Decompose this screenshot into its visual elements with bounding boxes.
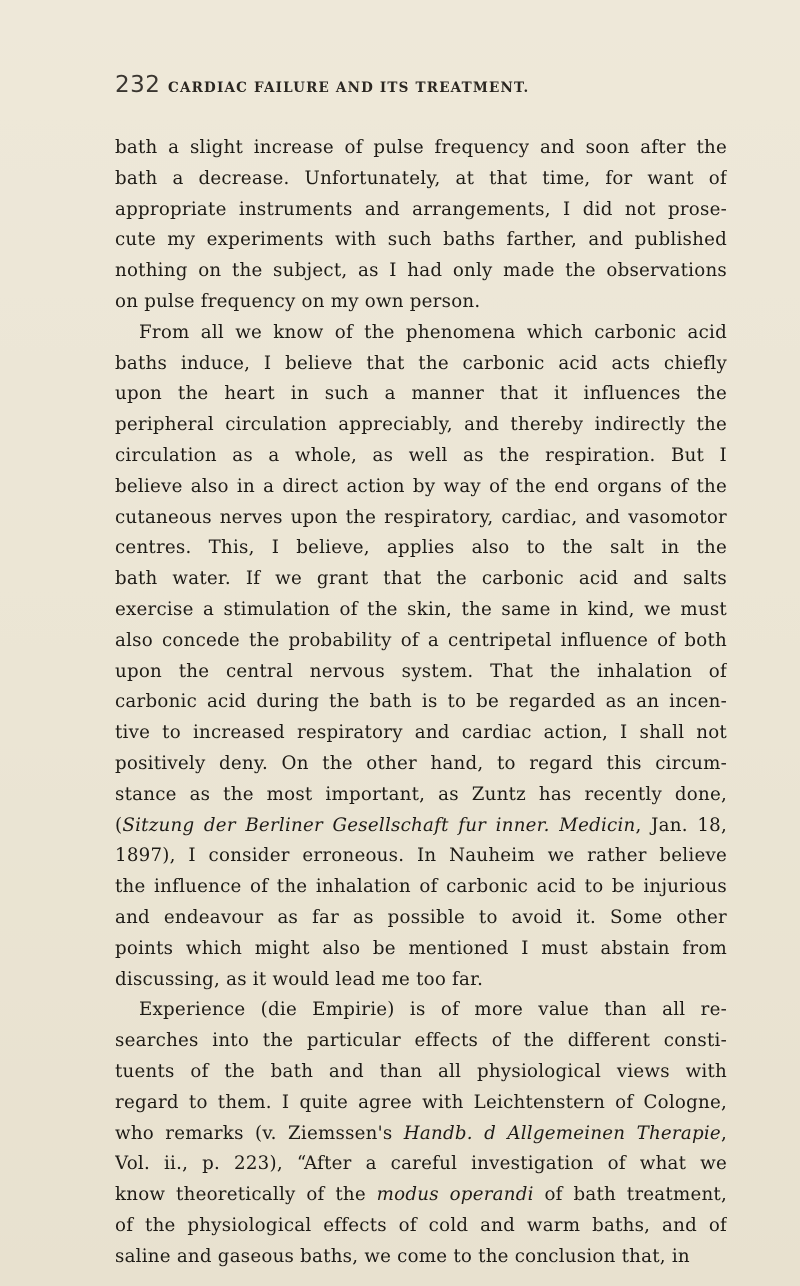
text-line <box>115 318 727 349</box>
text-line <box>115 841 727 872</box>
text-segment: believe also in a direct action by way of the end organs of the <box>115 475 727 497</box>
text-segment: of the physiological effects of cold and warm baths, and of <box>115 1214 727 1236</box>
text-segment: points which might also be mentioned I must abstain from <box>115 937 727 959</box>
text-line <box>115 995 727 1026</box>
text-line <box>115 133 727 164</box>
text-segment: carbonic acid during the bath is to be regarded as an incen- <box>115 691 727 713</box>
text-segment: also concede the probability of a centripetal influence of both <box>115 629 727 651</box>
text-line <box>115 472 727 503</box>
text-line <box>115 934 727 965</box>
running-title: CARDIAC FAILURE AND ITS TREATMENT. <box>168 80 530 96</box>
body-text <box>115 133 727 1272</box>
text-line <box>115 595 727 626</box>
text-line <box>115 749 727 780</box>
text-line <box>115 1149 727 1180</box>
text-line <box>115 1211 727 1242</box>
text-segment: Vol. ii., p. 223), “After a careful investigation of what we <box>115 1153 727 1175</box>
text-segment: positively deny. On the other hand, to regard this circum- <box>115 752 727 774</box>
text-line <box>115 811 727 842</box>
text-segment: bath a slight increase of pulse frequency and soon after the <box>115 137 727 158</box>
text-segment: discussing, as it would lead me too far. <box>115 968 484 990</box>
text-line <box>115 349 727 380</box>
text-segment: From all we know of the phenomena which carbonic acid <box>139 321 727 343</box>
italic-segment: Handb. d Allgemeinen Therapie <box>403 1122 721 1144</box>
text-segment: appropriate instruments and arrangements, I did not prose- <box>115 198 727 220</box>
text-segment: tuents of the bath and than all physiological views with <box>115 1060 727 1082</box>
text-line <box>115 441 727 472</box>
text-line <box>115 256 727 287</box>
text-line <box>115 657 727 688</box>
text-segment: , <box>720 1122 727 1144</box>
italic-segment: Sitzung der Berliner Gesellschaft fur inner. Medicin <box>122 814 636 836</box>
text-line <box>115 1088 727 1119</box>
text-line <box>115 718 727 749</box>
text-line <box>115 1057 727 1088</box>
page-number: 232 <box>115 72 161 98</box>
text-line <box>115 225 727 256</box>
text-segment: peripheral circulation appreciably, and thereby indirectly the <box>115 414 727 436</box>
text-segment: searches into the particular effects of the different consti- <box>115 1030 727 1052</box>
text-segment: exercise a stimulation of the skin, the same in kind, we must <box>115 598 727 620</box>
text-segment: cutaneous nerves upon the respiratory, cardiac, and vasomotor <box>115 506 727 528</box>
text-segment: regard to them. I quite agree with Leichtenstern of Cologne, <box>115 1091 727 1113</box>
text-segment: on pulse frequency on my own person. <box>115 290 481 312</box>
text-segment: upon the central nervous system. That the inhalation of <box>115 660 727 682</box>
italic-segment: modus operandi <box>376 1184 534 1206</box>
text-segment: ( <box>115 814 123 836</box>
text-line <box>115 780 727 811</box>
text-line <box>115 564 727 595</box>
text-segment: saline and gaseous baths, we come to the conclusion that, in <box>115 1245 690 1267</box>
text-line <box>115 903 727 934</box>
text-line <box>115 1026 727 1057</box>
text-line <box>115 626 727 657</box>
text-line <box>115 195 727 226</box>
text-segment: bath water. If we grant that the carbonic acid and salts <box>115 568 727 590</box>
text-line <box>115 379 727 410</box>
text-line <box>115 503 727 534</box>
text-segment: nothing on the subject, as I had only made the observations <box>115 260 727 282</box>
text-line <box>115 872 727 903</box>
text-segment: , Jan. 18, <box>635 814 727 836</box>
text-line <box>115 687 727 718</box>
running-header <box>115 72 725 102</box>
text-segment: centres. This, I believe, applies also to the salt in the <box>115 537 727 559</box>
text-segment: 1897), I consider erroneous. In Nauheim we rather believe <box>115 845 727 867</box>
text-segment: cute my experiments with such baths farther, and published <box>115 229 727 251</box>
text-segment: know theoretically of the <box>115 1184 377 1206</box>
text-line <box>115 965 727 996</box>
text-segment: who remarks (v. Ziemssen's <box>115 1122 404 1144</box>
text-segment: baths induce, I believe that the carbonic acid acts chiefly <box>115 352 727 374</box>
text-line <box>115 1242 727 1273</box>
text-segment: the influence of the inhalation of carbonic acid to be injurious <box>115 876 727 898</box>
text-segment: stance as the most important, as Zuntz has recently done, <box>115 783 727 805</box>
text-line <box>115 533 727 564</box>
text-line <box>115 287 727 318</box>
text-segment: upon the heart in such a manner that it influences the <box>115 383 727 405</box>
text-segment: Experience (die Empirie) is of more value than all re- <box>139 999 727 1021</box>
text-segment: and endeavour as far as possible to avoid it. Some other <box>115 906 727 928</box>
text-line <box>115 1180 727 1211</box>
text-segment: circulation as a whole, as well as the respiration. But I <box>115 444 727 466</box>
text-segment: of bath treatment, <box>533 1184 727 1206</box>
text-line <box>115 410 727 441</box>
text-line <box>115 1119 727 1150</box>
text-line <box>115 164 727 195</box>
text-segment: bath a decrease. Unfortunately, at that time, for want of <box>115 167 727 189</box>
text-segment: tive to increased respiratory and cardiac action, I shall not <box>115 722 727 744</box>
